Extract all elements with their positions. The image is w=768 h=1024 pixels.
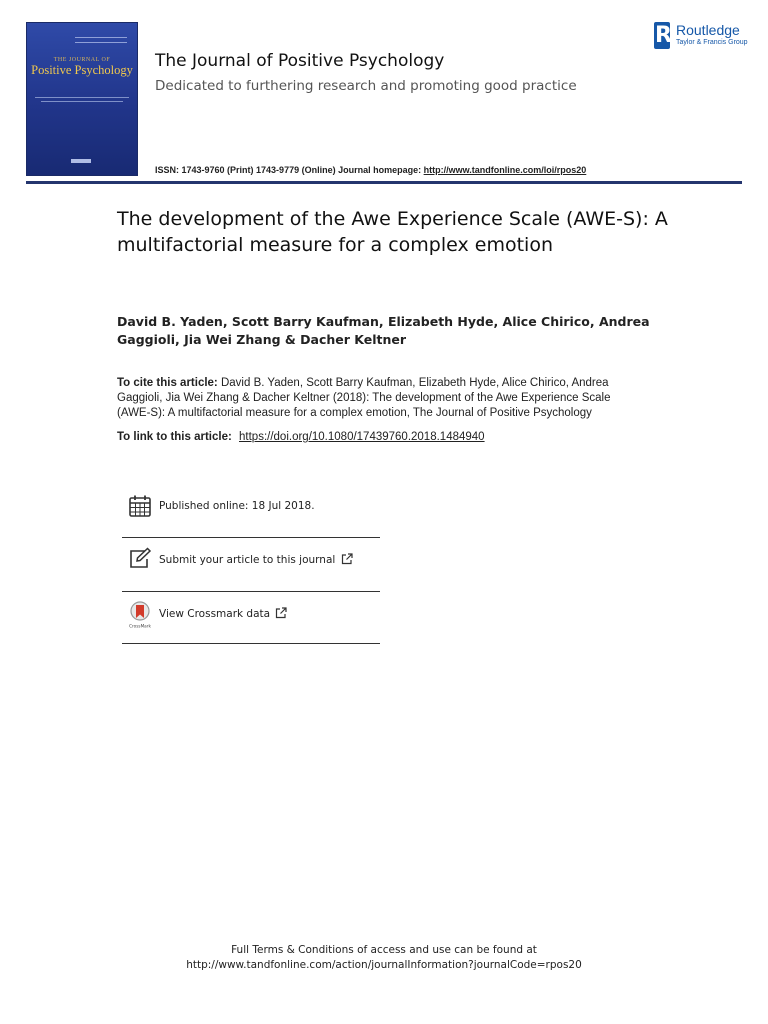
issn-line bbox=[155, 165, 586, 175]
issn-text: ISSN: 1743-9760 (Print) 1743-9779 (Online) Journal homepage: bbox=[155, 165, 422, 175]
journal-subtitle: Dedicated to furthering research and promoting good practice bbox=[155, 78, 577, 94]
cover-rule bbox=[41, 101, 123, 102]
doi-link[interactable]: https://doi.org/10.1080/17439760.2018.1484940 bbox=[239, 431, 485, 443]
cover-label: THE JOURNAL OF bbox=[53, 57, 111, 63]
crossmark-logo-text: CrossMark bbox=[129, 623, 151, 629]
publisher-group: Taylor & Francis Group bbox=[676, 39, 748, 46]
crossmark-icon bbox=[128, 601, 152, 629]
citation-block bbox=[117, 376, 647, 421]
article-link-line bbox=[117, 431, 485, 443]
calendar-icon bbox=[128, 494, 152, 518]
info-divider bbox=[122, 643, 380, 644]
routledge-icon: R bbox=[655, 23, 672, 48]
crossmark-label: View Crossmark data bbox=[159, 608, 271, 620]
crossmark-link[interactable] bbox=[159, 607, 287, 620]
cover-footer-mark bbox=[71, 159, 91, 163]
submit-article-link[interactable] bbox=[159, 553, 353, 566]
journal-cover-image bbox=[26, 22, 138, 176]
article-authors: David B. Yaden, Scott Barry Kaufman, Elizabeth Hyde, Alice Chirico, Andrea Gaggioli, Jia Wei Zhang & Dacher Keltner bbox=[117, 314, 650, 347]
info-divider bbox=[122, 591, 380, 592]
cover-rule bbox=[35, 97, 129, 98]
journal-homepage-link[interactable]: http://www.tandfonline.com/loi/rpos20 bbox=[423, 165, 587, 175]
submit-article-row[interactable] bbox=[122, 547, 380, 583]
external-link-icon bbox=[275, 607, 287, 619]
cover-title: Positive Psychology bbox=[31, 63, 133, 77]
cover-decoration bbox=[75, 37, 127, 43]
publisher-logo bbox=[654, 22, 746, 50]
footer-terms-text: Full Terms & Conditions of access and use can be found at bbox=[231, 944, 537, 956]
cite-text: David B. Yaden, Scott Barry Kaufman, Elizabeth Hyde, Alice Chirico, Andrea Gaggioli, Jia Wei Zhang & Dacher Keltner (2018): The development of the Awe Experience Scale (AWE-S): A multifactorial measure for a complex emotion, The Journal of Positive Psychology bbox=[117, 377, 611, 419]
published-online-row bbox=[122, 494, 380, 530]
publisher-name: Routledge bbox=[676, 22, 740, 38]
crossmark-row[interactable] bbox=[122, 601, 380, 637]
info-divider bbox=[122, 537, 380, 538]
cite-label: To cite this article: bbox=[117, 377, 218, 389]
published-date: Published online: 18 Jul 2018. bbox=[159, 500, 315, 512]
journal-title: The Journal of Positive Psychology bbox=[155, 51, 445, 71]
external-link-icon bbox=[341, 553, 353, 565]
edit-icon bbox=[128, 547, 152, 571]
article-title: The development of the Awe Experience Scale (AWE-S): A multifactorial measure for a complex emotion bbox=[117, 208, 668, 256]
submit-article-label: Submit your article to this journal bbox=[159, 554, 336, 566]
footer-terms-link[interactable]: http://www.tandfonline.com/action/journalInformation?journalCode=rpos20 bbox=[186, 959, 582, 971]
header-divider bbox=[26, 181, 742, 184]
link-label: To link to this article: bbox=[117, 431, 232, 443]
footer bbox=[0, 943, 768, 973]
